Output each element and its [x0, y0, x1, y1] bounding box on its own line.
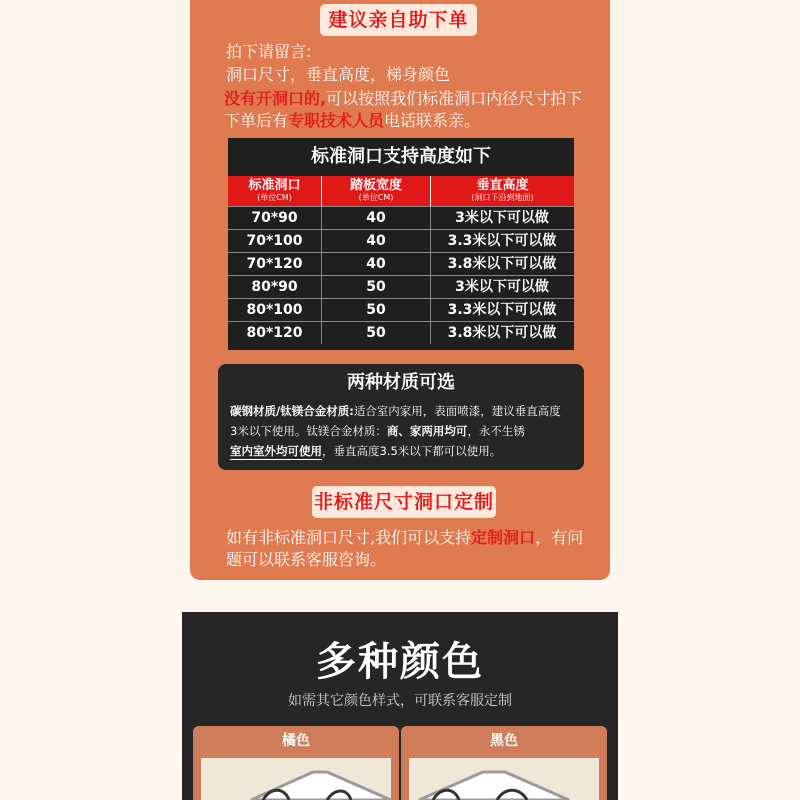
ladder-image-black: [409, 758, 599, 800]
ladder-illustration: [201, 758, 391, 800]
cell-opening: 70*90: [228, 207, 322, 229]
header-unit: (单位CM): [257, 193, 292, 202]
cell-height: 3.8米以下可以做: [447, 325, 557, 341]
cell-opening: 80*100: [228, 299, 322, 321]
cell-opening: 80*120: [228, 322, 322, 344]
custom-line-2: 题可以联系客服咨询。: [226, 550, 387, 569]
material-desc: 适合室内家用，表面喷漆，建议垂直高度: [353, 404, 561, 418]
table-row: [228, 229, 574, 252]
order-tip-text: 电话联系亲。: [384, 111, 481, 130]
colors-title: 多种颜色: [316, 639, 484, 685]
material-line-2: [230, 422, 525, 440]
cell-step-width: 40: [322, 230, 431, 252]
cell-opening: 70*120: [228, 253, 322, 275]
header-label: 垂直高度: [476, 178, 529, 193]
order-tip-line-1: 拍下请留言:: [226, 42, 312, 61]
cell-height: 3.3米以下可以做: [447, 233, 557, 249]
cell-opening: 80*90: [228, 276, 322, 298]
custom-text: ，有问: [535, 528, 584, 547]
swatch-orange: [193, 726, 399, 800]
swatch-black: [401, 726, 607, 800]
header-unit: (洞口下沿到地面): [471, 193, 534, 202]
cell-height: 3.3米以下可以做: [447, 302, 557, 318]
table-row: [228, 321, 574, 344]
header-unit: (单位CM): [358, 193, 394, 202]
material-highlight: 室内室外均可使用: [230, 444, 322, 458]
cell-step-width: 40: [322, 207, 431, 229]
custom-text: 如有非标准洞口尺寸,我们可以支持: [226, 528, 472, 547]
standard-size-note: 可以按照我们标准洞口内径尺寸拍下: [326, 89, 583, 108]
header-vertical-height: [431, 176, 574, 206]
cell-step-width: 50: [322, 276, 431, 298]
swatch-label: 橘色: [282, 733, 310, 749]
ladder-illustration: [409, 758, 599, 800]
material-line-3: [230, 442, 501, 460]
material-name: 碳钢材质/钛镁合金材质:: [230, 404, 354, 418]
table-row: [228, 275, 574, 298]
cell-opening: 70*100: [228, 230, 322, 252]
order-tip-line-2: 洞口尺寸，垂直高度，梯身颜色: [226, 65, 451, 84]
order-tip-text: 下单后有: [224, 111, 289, 130]
material-highlight: 商、家两用均可: [386, 424, 468, 438]
cell-height: 3米以下可以做: [455, 210, 549, 226]
order-tip-line-3: [224, 88, 582, 110]
cell-height: 3米以下可以做: [455, 279, 549, 295]
material-title: 两种材质可选: [347, 372, 455, 393]
order-tip-line-4: [224, 110, 480, 132]
header-label: 踏板宽度: [349, 178, 402, 193]
no-opening-note: 没有开洞口的,: [224, 89, 327, 108]
height-table: [228, 138, 574, 350]
table-row: [228, 298, 574, 321]
cell-step-width: 40: [322, 253, 431, 275]
order-tip-title: 建议亲自助下单: [320, 4, 477, 36]
cell-step-width: 50: [322, 299, 431, 321]
table-row: [228, 252, 574, 275]
material-desc: ，永不生锈: [467, 424, 525, 438]
material-desc: 3米以下使用。钛镁合金材质：: [230, 424, 387, 438]
custom-size-title: 非标准尺寸洞口定制: [312, 486, 496, 518]
header-opening: [228, 176, 322, 206]
ladder-image-orange: [201, 758, 391, 800]
custom-line-1: [226, 527, 583, 549]
cell-height: 3.8米以下可以做: [447, 256, 557, 272]
swatch-label: 黑色: [490, 733, 518, 749]
cell-step-width: 50: [322, 322, 431, 344]
header-step-width: [322, 176, 431, 206]
table-row: [228, 206, 574, 229]
header-label: 标准洞口: [248, 178, 301, 193]
colors-subtitle: 如需其它颜色样式，可联系客服定制: [288, 693, 512, 709]
material-desc: ，垂直高度3.5米以下都可以使用。: [322, 444, 502, 458]
height-table-title: 标准洞口支持高度如下: [311, 146, 491, 167]
technician-note: 专职技术人员: [288, 111, 385, 130]
custom-opening-highlight: 定制洞口: [471, 528, 536, 547]
material-line-1: [230, 402, 561, 420]
material-box: [218, 364, 584, 470]
